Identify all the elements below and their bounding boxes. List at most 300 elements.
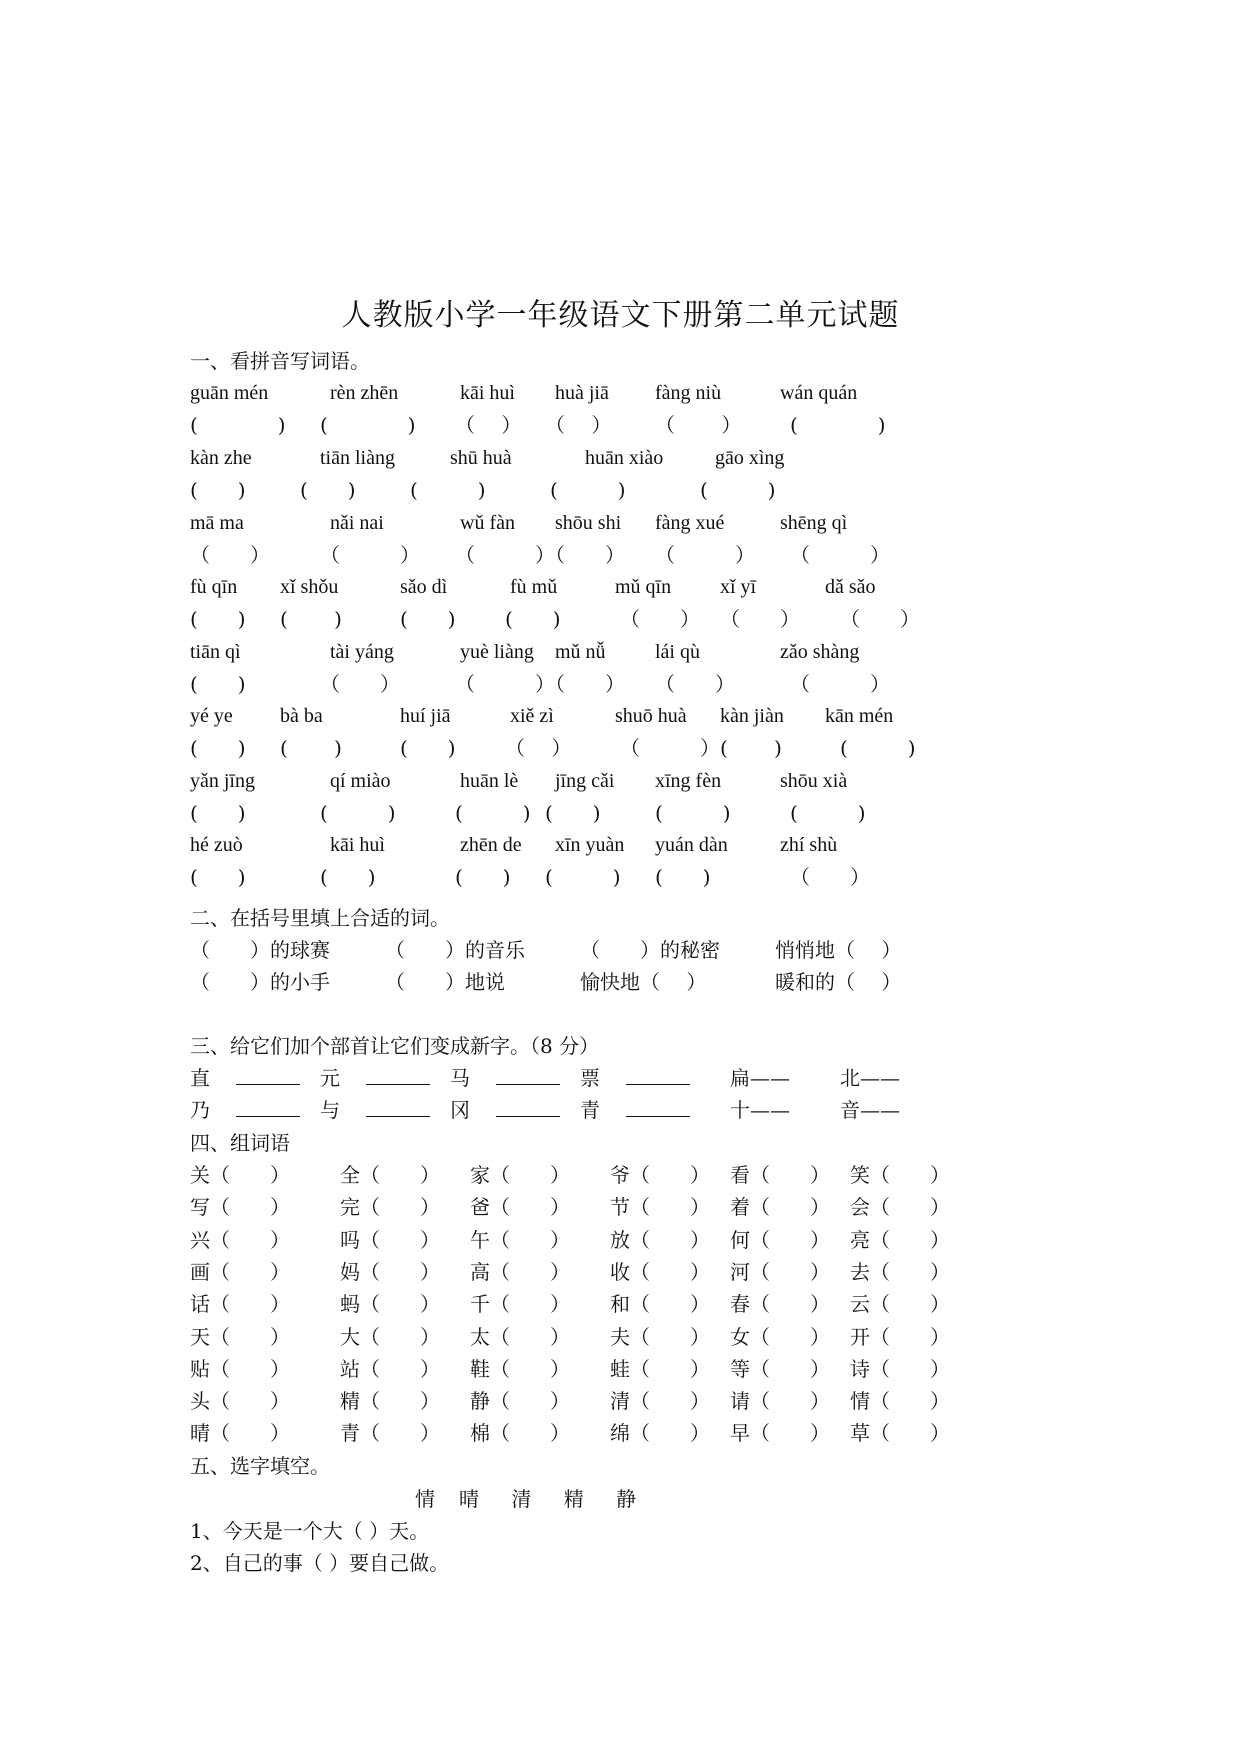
pinyin-word: yé ye — [190, 705, 233, 727]
word-group-char: 女 — [730, 1324, 750, 1349]
answer-bracket: （ ） — [210, 1389, 290, 1414]
answer-bracket: （ ） — [620, 736, 720, 760]
pinyin-word: shū huà — [450, 447, 512, 469]
answer-bracket: （ ） — [630, 1292, 710, 1317]
pinyin-word: tài yáng — [330, 641, 394, 663]
radical-char: 与 — [320, 1098, 340, 1122]
word-group-char: 天 — [190, 1324, 210, 1349]
radical-extra: 扁—— — [730, 1066, 790, 1090]
word-group-char: 清 — [610, 1389, 630, 1414]
answer-bracket: （ ） — [750, 1389, 830, 1414]
answer-bracket: ( ) — [280, 736, 342, 760]
answer-bracket: （ ） — [490, 1324, 570, 1349]
answer-bracket: （ ） — [210, 1356, 290, 1381]
word-group-item — [850, 1256, 950, 1288]
word-group-char: 吗 — [340, 1227, 360, 1252]
answer-bracket: （ ） — [630, 1163, 710, 1187]
answer-bracket: （ ） — [750, 1421, 830, 1446]
word-group-char: 午 — [470, 1227, 490, 1252]
section-5-heading: 五、选字填空。 — [190, 1454, 330, 1478]
answer-blank-line — [626, 1062, 690, 1085]
word-group-item — [850, 1224, 950, 1256]
answer-bracket: ( ) — [400, 607, 456, 631]
fill-word-item: （ ）的秘密 — [580, 938, 720, 962]
word-group-char: 春 — [730, 1292, 750, 1317]
word-group-item — [340, 1417, 440, 1449]
word-group-item — [190, 1321, 290, 1353]
radical-extra: 北—— — [840, 1066, 900, 1090]
word-group-item — [470, 1385, 570, 1417]
pinyin-word: mǔ nǚ — [555, 641, 606, 663]
answer-bracket: （ ） — [630, 1227, 710, 1252]
answer-bracket: （ ） — [360, 1389, 440, 1414]
word-group-item — [340, 1321, 440, 1353]
word-group-item — [850, 1159, 950, 1191]
answer-bracket: （ ） — [490, 1259, 570, 1284]
answer-bracket: ( ) — [550, 478, 626, 502]
word-group-char: 云 — [850, 1292, 870, 1317]
word-group-char: 站 — [340, 1356, 360, 1381]
word-group-item — [730, 1321, 830, 1353]
word-group-char: 去 — [850, 1259, 870, 1284]
answer-bracket: ( ) — [190, 736, 246, 760]
answer-bracket: （ ） — [505, 736, 572, 760]
answer-bracket: ( ) — [840, 736, 916, 760]
pinyin-word: xǐ shǒu — [280, 576, 339, 598]
answer-bracket: （ ） — [320, 543, 420, 567]
answer-bracket: （ ） — [490, 1356, 570, 1381]
answer-bracket: （ ） — [870, 1195, 950, 1220]
page-title: 人教版小学一年级语文下册第二单元试题 — [341, 298, 900, 333]
word-group-char: 早 — [730, 1421, 750, 1446]
word-group-char: 话 — [190, 1292, 210, 1317]
word-group-item — [190, 1417, 290, 1449]
word-group-item — [610, 1224, 710, 1256]
pinyin-word: kāi huì — [330, 834, 385, 856]
answer-bracket: （ ） — [630, 1389, 710, 1414]
radical-extra: 音—— — [840, 1098, 900, 1122]
word-group-item — [340, 1159, 440, 1191]
answer-bracket: ( ) — [190, 865, 246, 889]
pinyin-word: xīng fèn — [655, 770, 722, 792]
pinyin-word: qí miào — [330, 770, 391, 792]
word-group-char: 静 — [470, 1389, 490, 1414]
answer-bracket: （ ） — [490, 1421, 570, 1446]
answer-bracket: ( ) — [400, 736, 456, 760]
section-5-choices: 情 晴 清 精 静 — [415, 1487, 639, 1511]
word-group-char: 等 — [730, 1356, 750, 1381]
answer-bracket: （ ） — [840, 607, 920, 631]
word-group-char: 和 — [610, 1292, 630, 1317]
answer-blank-line — [366, 1094, 430, 1117]
pinyin-word: fù mǔ — [510, 576, 558, 598]
word-group-char: 鞋 — [470, 1356, 490, 1381]
word-group-char: 晴 — [190, 1421, 210, 1446]
word-group-char: 看 — [730, 1163, 750, 1187]
answer-bracket: （ ） — [455, 413, 522, 437]
answer-blank-line — [496, 1062, 560, 1085]
radical-item — [580, 1062, 690, 1094]
word-group-char: 节 — [610, 1195, 630, 1220]
answer-bracket: （ ） — [790, 672, 890, 696]
word-group-item — [850, 1353, 950, 1385]
pinyin-word: dǎ sǎo — [825, 576, 876, 598]
answer-bracket: ( ) — [720, 736, 782, 760]
word-group-char: 兴 — [190, 1227, 210, 1252]
pinyin-word: wǔ fàn — [460, 512, 515, 534]
pinyin-word: huí jiā — [400, 705, 451, 727]
pinyin-word: zhí shù — [780, 834, 838, 856]
word-group-char: 草 — [850, 1421, 870, 1446]
word-group-char: 收 — [610, 1259, 630, 1284]
word-group-char: 全 — [340, 1163, 360, 1187]
answer-bracket: （ ） — [750, 1227, 830, 1252]
answer-bracket: ( ) — [790, 801, 866, 825]
radical-item — [450, 1062, 560, 1094]
answer-bracket: （ ） — [210, 1421, 290, 1446]
answer-bracket: （ ） — [545, 543, 625, 567]
word-group-item — [470, 1353, 570, 1385]
word-group-item — [190, 1224, 290, 1256]
answer-bracket: ( ) — [320, 865, 376, 889]
answer-bracket: （ ） — [870, 1259, 950, 1284]
word-group-char: 情 — [850, 1389, 870, 1414]
word-group-char: 大 — [340, 1324, 360, 1349]
answer-bracket: （ ） — [490, 1389, 570, 1414]
answer-bracket: ( ) — [700, 478, 776, 502]
pinyin-word: wán quán — [780, 382, 858, 404]
word-group-item — [470, 1159, 570, 1191]
word-group-item — [190, 1288, 290, 1320]
answer-bracket: （ ） — [870, 1356, 950, 1381]
word-group-item — [610, 1353, 710, 1385]
answer-bracket: （ ） — [210, 1163, 290, 1187]
answer-bracket: （ ） — [750, 1324, 830, 1349]
word-group-char: 爸 — [470, 1195, 490, 1220]
answer-bracket: ( ) — [655, 801, 731, 825]
word-group-item — [340, 1191, 440, 1223]
answer-bracket: （ ） — [490, 1292, 570, 1317]
pinyin-word: zhēn de — [460, 834, 522, 856]
word-group-char: 笑 — [850, 1163, 870, 1187]
answer-bracket: （ ） — [455, 672, 555, 696]
answer-bracket: （ ） — [655, 413, 742, 437]
word-group-char: 亮 — [850, 1227, 870, 1252]
word-group-item — [340, 1288, 440, 1320]
word-group-item — [610, 1321, 710, 1353]
radical-char: 青 — [580, 1098, 600, 1122]
answer-blank-line — [236, 1094, 300, 1117]
word-group-char: 家 — [470, 1163, 490, 1187]
word-group-item — [610, 1256, 710, 1288]
word-group-char: 头 — [190, 1389, 210, 1414]
radical-char: 元 — [320, 1066, 340, 1090]
answer-bracket: （ ） — [360, 1227, 440, 1252]
word-group-char: 开 — [850, 1324, 870, 1349]
answer-bracket: （ ） — [360, 1356, 440, 1381]
word-group-item — [610, 1417, 710, 1449]
answer-bracket: ( ) — [545, 865, 621, 889]
fill-word-item: （ ）的音乐 — [385, 938, 525, 962]
answer-blank-line — [496, 1094, 560, 1117]
answer-bracket: （ ） — [630, 1421, 710, 1446]
answer-bracket: （ ） — [630, 1356, 710, 1381]
word-group-char: 贴 — [190, 1356, 210, 1381]
answer-bracket: （ ） — [545, 413, 612, 437]
word-group-item — [190, 1159, 290, 1191]
word-group-char: 妈 — [340, 1259, 360, 1284]
word-group-item — [470, 1288, 570, 1320]
pinyin-word: rèn zhēn — [330, 382, 399, 404]
pinyin-word: huà jiā — [555, 382, 609, 404]
word-group-item — [470, 1191, 570, 1223]
pinyin-word: yǎn jīng — [190, 770, 255, 792]
word-group-char: 太 — [470, 1324, 490, 1349]
answer-bracket: （ ） — [870, 1292, 950, 1317]
word-group-char: 画 — [190, 1259, 210, 1284]
word-group-char: 绵 — [610, 1421, 630, 1446]
word-group-item — [340, 1224, 440, 1256]
pinyin-word: xīn yuàn — [555, 834, 625, 856]
section-1-heading: 一、看拼音写词语。 — [190, 349, 370, 373]
word-group-item — [730, 1353, 830, 1385]
pinyin-word: bà ba — [280, 705, 323, 727]
fill-word-item: （ ）的球赛 — [190, 938, 330, 962]
pinyin-word: guān mén — [190, 382, 269, 404]
radical-char: 票 — [580, 1066, 600, 1090]
radical-extra: 十—— — [730, 1098, 790, 1122]
answer-bracket: ( ) — [455, 801, 531, 825]
answer-blank-line — [366, 1062, 430, 1085]
word-group-item — [730, 1224, 830, 1256]
fill-word-item: （ ）的小手 — [190, 970, 330, 994]
word-group-char: 棉 — [470, 1421, 490, 1446]
answer-bracket: （ ） — [360, 1163, 440, 1187]
word-group-char: 爷 — [610, 1163, 630, 1187]
answer-bracket: （ ） — [210, 1195, 290, 1220]
answer-bracket: ( ) — [280, 607, 342, 631]
answer-bracket: （ ） — [655, 543, 755, 567]
answer-bracket: （ ） — [870, 1163, 950, 1187]
word-group-char: 精 — [340, 1389, 360, 1414]
fill-word-item: 悄悄地（ ） — [775, 938, 902, 962]
word-group-char: 高 — [470, 1259, 490, 1284]
radical-item — [320, 1094, 430, 1126]
word-group-char: 河 — [730, 1259, 750, 1284]
pinyin-word: fàng xué — [655, 512, 725, 534]
word-group-item — [340, 1353, 440, 1385]
pinyin-word: yuè liàng — [460, 641, 534, 663]
word-group-item — [730, 1385, 830, 1417]
pinyin-word: huān lè — [460, 770, 519, 792]
word-group-item — [470, 1321, 570, 1353]
word-group-char: 蚂 — [340, 1292, 360, 1317]
answer-bracket: （ ） — [360, 1324, 440, 1349]
section-4-heading: 四、组词语 — [190, 1131, 290, 1155]
pinyin-word: xiě zì — [510, 705, 554, 727]
answer-bracket: （ ） — [360, 1292, 440, 1317]
section-5-question-1: 1、今天是一个大（ ）天。 — [190, 1519, 430, 1543]
word-group-item — [730, 1417, 830, 1449]
fill-word-item: 愉快地（ ） — [580, 970, 707, 994]
word-group-item — [340, 1385, 440, 1417]
answer-bracket: （ ） — [210, 1227, 290, 1252]
answer-bracket: （ ） — [360, 1195, 440, 1220]
word-group-char: 着 — [730, 1195, 750, 1220]
word-group-char: 写 — [190, 1195, 210, 1220]
section-5-question-2: 2、自己的事（ ）要自己做。 — [190, 1551, 450, 1575]
answer-bracket: （ ） — [360, 1259, 440, 1284]
pinyin-word: xǐ yī — [720, 576, 757, 598]
pinyin-word: fàng niù — [655, 382, 722, 404]
pinyin-word: shēng qì — [780, 512, 848, 534]
word-group-item — [850, 1288, 950, 1320]
answer-bracket: （ ） — [210, 1324, 290, 1349]
radical-char: 马 — [450, 1066, 470, 1090]
answer-bracket: ( ) — [455, 865, 511, 889]
word-group-item — [850, 1417, 950, 1449]
answer-bracket: （ ） — [490, 1163, 570, 1187]
word-group-item — [470, 1417, 570, 1449]
answer-bracket: （ ） — [750, 1292, 830, 1317]
pinyin-word: zǎo shàng — [780, 641, 860, 663]
answer-bracket: ( ) — [505, 607, 561, 631]
answer-bracket: （ ） — [790, 543, 890, 567]
word-group-item — [850, 1191, 950, 1223]
word-group-item — [850, 1385, 950, 1417]
answer-bracket: ( ) — [190, 478, 246, 502]
answer-bracket: ( ) — [190, 413, 286, 437]
radical-item — [320, 1062, 430, 1094]
word-group-item — [730, 1191, 830, 1223]
answer-bracket: （ ） — [750, 1356, 830, 1381]
pinyin-word: kān mén — [825, 705, 894, 727]
pinyin-word: hé zuò — [190, 834, 243, 856]
word-group-char: 千 — [470, 1292, 490, 1317]
answer-bracket: （ ） — [870, 1324, 950, 1349]
word-group-char: 夫 — [610, 1324, 630, 1349]
word-group-item — [190, 1191, 290, 1223]
answer-bracket: （ ） — [790, 865, 870, 889]
pinyin-word: mǔ qīn — [615, 576, 672, 598]
radical-char: 乃 — [190, 1098, 210, 1122]
answer-blank-line — [236, 1062, 300, 1085]
pinyin-word: mā ma — [190, 512, 244, 534]
answer-bracket: （ ） — [870, 1389, 950, 1414]
word-group-item — [610, 1385, 710, 1417]
word-group-item — [730, 1256, 830, 1288]
answer-bracket: （ ） — [870, 1227, 950, 1252]
pinyin-word: yuán dàn — [655, 834, 728, 856]
answer-bracket: ( ) — [190, 672, 246, 696]
answer-bracket: （ ） — [210, 1259, 290, 1284]
word-group-item — [730, 1159, 830, 1191]
section-2-heading: 二、在括号里填上合适的词。 — [190, 906, 450, 930]
section-3-heading: 三、给它们加个部首让它们变成新字。（8 分） — [190, 1034, 600, 1058]
answer-bracket: ( ) — [655, 865, 711, 889]
radical-item — [190, 1094, 300, 1126]
answer-bracket: （ ） — [620, 607, 700, 631]
answer-bracket: （ ） — [630, 1259, 710, 1284]
pinyin-word: huān xiào — [585, 447, 664, 469]
answer-bracket: （ ） — [455, 543, 555, 567]
pinyin-word: kāi huì — [460, 382, 515, 404]
word-group-item — [850, 1321, 950, 1353]
word-group-item — [190, 1256, 290, 1288]
pinyin-word: shōu shi — [555, 512, 622, 534]
word-group-item — [730, 1288, 830, 1320]
answer-bracket: （ ） — [750, 1163, 830, 1187]
answer-bracket: ( ) — [300, 478, 356, 502]
word-group-item — [340, 1256, 440, 1288]
answer-bracket: ( ) — [545, 801, 601, 825]
pinyin-word: shuō huà — [615, 705, 687, 727]
word-group-item — [610, 1159, 710, 1191]
radical-item — [450, 1094, 560, 1126]
answer-bracket: （ ） — [870, 1421, 950, 1446]
word-group-item — [190, 1385, 290, 1417]
pinyin-word: fù qīn — [190, 576, 238, 598]
word-group-char: 蛙 — [610, 1356, 630, 1381]
word-group-char: 诗 — [850, 1356, 870, 1381]
answer-bracket: （ ） — [490, 1195, 570, 1220]
word-group-item — [610, 1191, 710, 1223]
answer-bracket: ( ) — [190, 607, 246, 631]
word-group-char: 放 — [610, 1227, 630, 1252]
radical-item — [580, 1094, 690, 1126]
word-group-char: 何 — [730, 1227, 750, 1252]
word-group-item — [470, 1224, 570, 1256]
word-group-char: 会 — [850, 1195, 870, 1220]
pinyin-word: gāo xìng — [715, 447, 785, 469]
pinyin-word: tiān qì — [190, 641, 241, 663]
answer-bracket: ( ) — [190, 801, 246, 825]
answer-bracket: （ ） — [490, 1227, 570, 1252]
answer-bracket: （ ） — [720, 607, 800, 631]
answer-bracket: （ ） — [630, 1195, 710, 1220]
pinyin-word: sǎo dì — [400, 576, 448, 598]
radical-char: 直 — [190, 1066, 210, 1090]
answer-bracket: （ ） — [210, 1292, 290, 1317]
word-group-item — [470, 1256, 570, 1288]
word-group-char: 关 — [190, 1163, 210, 1187]
answer-bracket: （ ） — [750, 1195, 830, 1220]
radical-char: 冈 — [450, 1098, 470, 1122]
word-group-char: 请 — [730, 1389, 750, 1414]
answer-bracket: ( ) — [320, 801, 396, 825]
answer-bracket: ( ) — [790, 413, 886, 437]
word-group-char: 青 — [340, 1421, 360, 1446]
pinyin-word: shōu xià — [780, 770, 848, 792]
answer-bracket: （ ） — [750, 1259, 830, 1284]
answer-bracket: （ ） — [545, 672, 625, 696]
pinyin-word: tiān liàng — [320, 447, 395, 469]
answer-bracket: （ ） — [190, 543, 270, 567]
pinyin-word: kàn jiàn — [720, 705, 784, 727]
pinyin-word: jīng cǎi — [555, 770, 615, 792]
answer-bracket: ( ) — [320, 413, 416, 437]
fill-word-item: （ ）地说 — [385, 970, 505, 994]
pinyin-word: kàn zhe — [190, 447, 252, 469]
word-group-item — [190, 1353, 290, 1385]
word-group-item — [610, 1288, 710, 1320]
answer-bracket: ( ) — [410, 478, 486, 502]
answer-bracket: （ ） — [320, 672, 400, 696]
answer-bracket: （ ） — [655, 672, 735, 696]
pinyin-word: nǎi nai — [330, 512, 384, 534]
pinyin-word: lái qù — [655, 641, 700, 663]
answer-bracket: （ ） — [630, 1324, 710, 1349]
